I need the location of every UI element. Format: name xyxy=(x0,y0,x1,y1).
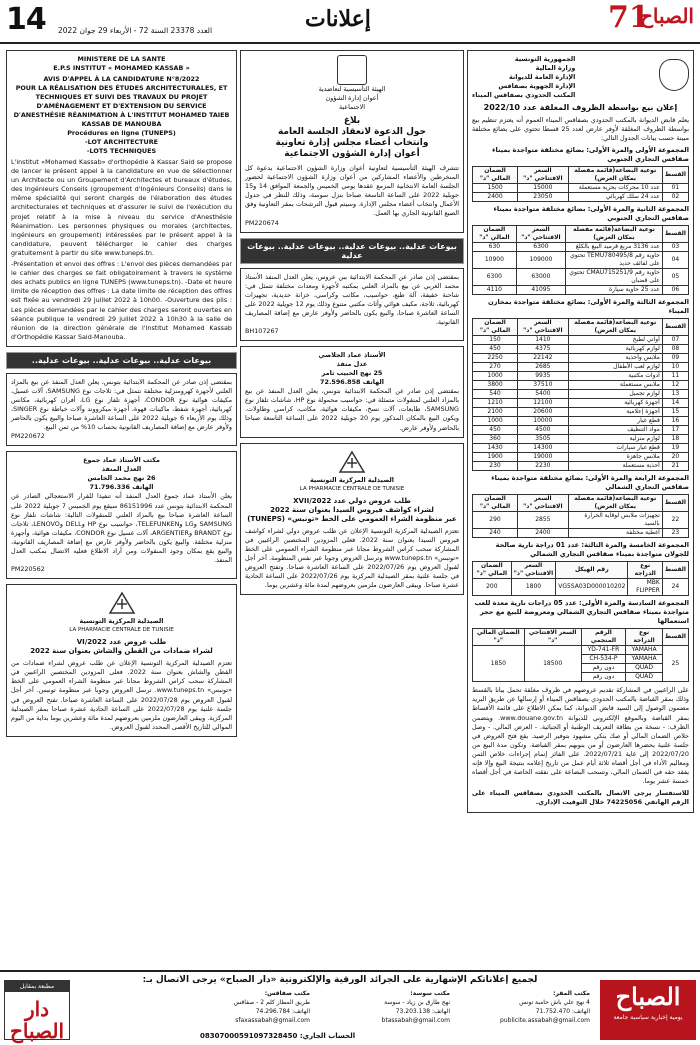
table-cell: أحذية مستعملة xyxy=(568,462,662,471)
table-cell: 22 xyxy=(662,512,688,529)
table-cell: 3800 xyxy=(473,381,518,390)
table-cell: 03 xyxy=(662,243,688,252)
table-cell: 450 xyxy=(473,426,518,435)
table-row xyxy=(473,512,689,529)
table-cell: 13 xyxy=(662,390,688,399)
table-cell: 109000 xyxy=(516,252,565,269)
cooperative-logo-icon xyxy=(337,55,367,85)
table-row xyxy=(473,243,689,252)
column-header: الضمان المالي "د" xyxy=(473,226,517,243)
tender-vi-body: تعتزم الصيدلية المركزية التونسية الإعلان عن طلب عروض لشراء ضمادات من القطن والشاش بعنوان سنة 2022. فعلى المزودين المختصين الراغبين في المشاركة سحب كراس الشروط مجانا عبر منظومة الشراء العمومي على الخط «تونبس» www.tuneps.tn. ترسل العروض وجوبا عبر منظومة تونبس. آخر أجل لقبول العروض يوم 2022/07/28 على الساعة العاشرة صباحا. تفتح العروض في جلسة علنية يوم 2022/07/28 على الساعة الحادية عشرة صباحا بمقر الصيدلية المركزية. ويبقى العارضون ملزمين بعروضهم لمدة مائة وعشرين يوما بداية من اليوم الموالي للتاريخ الأقصى المحدد لقبول العروض. xyxy=(11,659,233,731)
right-column xyxy=(467,50,694,968)
table-cell: 10 xyxy=(662,363,688,372)
table-cell: 1410 xyxy=(518,336,569,345)
table-cell: 14300 xyxy=(518,444,569,453)
table-cell: 4500 xyxy=(518,426,569,435)
table-cell: 150 xyxy=(473,336,518,345)
table-cell: ملابس مستعملة xyxy=(568,381,662,390)
table-row xyxy=(473,193,689,202)
table-cell: QUAD xyxy=(626,664,663,673)
table-cell: مواد التنظيف xyxy=(568,426,662,435)
group4-table xyxy=(472,494,689,538)
tender-xvii-title: طلب عروض دولي عدد 2022/XVII لشراء كواشف فيروس السيدا بعنوان سنة 2022 عبر منظومة الشراء العمومي على الخط «تونبس» (TUNEPS) xyxy=(247,496,457,523)
table-cell: 450 xyxy=(473,345,518,354)
table-cell: 24 xyxy=(662,579,688,596)
table-cell: 11 xyxy=(662,372,688,381)
table-cell: 1900 xyxy=(473,453,518,462)
middle-column xyxy=(240,50,464,968)
table-cell: 3505 xyxy=(518,435,569,444)
column-header: السعر الافتتاحي "د" xyxy=(518,319,569,336)
table-cell: 08 xyxy=(662,345,688,354)
tender-vi-title: طلب عروض عدد 2022/VI لشراء ضمادات من القطن والشاش بعنوان سنة 2022 xyxy=(30,638,213,656)
group1-table xyxy=(472,166,689,202)
table-cell: ملابس جاهزة xyxy=(568,453,662,462)
court-sale-3-ref: PM220672 xyxy=(11,432,45,441)
table-cell: 01 xyxy=(662,184,688,193)
table-header-row xyxy=(473,495,689,512)
table-cell: عدد 3136 مربع قرميد البيع بالكلغ xyxy=(566,243,663,252)
tender-xvii-body: تعتزم الصيدلية المركزية التونسية الإعلان عن طلب عروض دولي لشراء كواشف فيروس السيدا بعنوان سنة 2022. فعلى المزودين المختصين الراغبين في المشاركة سحب كراس الشروط مجانا عبر منظومة الشراء العمومي على الخط «تونبس» www.tuneps.tn وترسل العروض وجوبا عبر نفس المنظومة. آخر أجل لقبول العروض يوم 2022/07/26 على الساعة العاشرة صباحا. وتفتح العروض في جلسة علنية بمقر الصيدلية المركزية يوم 2022/07/26 على الساعة الحادية عشرة صباحا. ويبقى العارضون ملزمين بعروضهم لمدة مائة وعشرين يوما. xyxy=(245,526,460,590)
table-cell: 41095 xyxy=(516,286,565,295)
table-row xyxy=(473,426,689,435)
table-row xyxy=(473,462,689,471)
group5-title: المجموعة الخامسة والمرة الثالثة: عدد 01 دراجة نارية صالحة للجولان متواجدة بميناء صفاقس التجاري الشمالي xyxy=(495,541,689,559)
table-row xyxy=(473,336,689,345)
pharmacy-logo-icon xyxy=(11,591,232,615)
column-header: الضمان المالي "د" xyxy=(473,319,518,336)
table-cell: CH-534-P xyxy=(581,655,626,664)
table-row xyxy=(473,417,689,426)
table-cell: 23 xyxy=(662,529,688,538)
table-cell: VG5SA03D000010202 xyxy=(556,579,628,596)
column-header: نوعية البضاعة(قائمة مفصلة بمكان العرض) xyxy=(566,226,663,243)
table-cell: 360 xyxy=(473,435,518,444)
column-header: القسط xyxy=(662,562,688,579)
logo-number: 71 xyxy=(608,0,650,35)
table-cell: 1000 xyxy=(473,417,518,426)
table-cell: 4110 xyxy=(473,286,517,295)
logo-name: الصباح xyxy=(639,4,694,28)
pharmacy-logo-icon xyxy=(245,450,459,474)
column-header: الضمان المالي "د" xyxy=(473,562,512,579)
table-cell: 04 xyxy=(662,252,688,269)
table-cell: 1800 xyxy=(511,579,556,596)
column-header: نوعية البضاعة(قائمة مفصلة بمكان العرض) xyxy=(568,495,662,512)
table-cell: MBK FLIPPER xyxy=(628,579,662,596)
pharmacy-tender-vi xyxy=(6,584,237,737)
table-cell: 22142 xyxy=(518,354,569,363)
table-cell: 14 xyxy=(662,399,688,408)
court-sale-2 xyxy=(240,346,464,437)
table-cell: YAMAHA xyxy=(626,646,663,655)
court-sale-1-ref: BH107267 xyxy=(245,327,279,336)
kassab-body-2: -Présentation et envoi des offres : L'envoi des pièces demandées par le cahier des charges se fait obligatoirement à travers le système des achats publics en ligne TUNEPS (www.tuneps.tn). -Date et heure limite de réception des offres : La date limite de réception des offres est fixée au vendredi 29 juillet 2022 à 10h00. -Ouverture des plis : Les pièces demandées par le cahier des charges seront ouvertes en séance publique le vendredi 29 juillet 2022 à 10h30 à la salle de réunion de la direction générale de l'Institut Mohamed Kassab d'Orthopédie Kassar Said-Manouba. xyxy=(11,260,232,341)
court-sale-2-body: بمقتضى إذن صادر عن المحكمة الابتدائية بتونس، يعلن العدل المنفذ عن بيع بالمزاد العلني لمنقولات متمثلة في: حواسيب محمولة نوع HP، شاشات تلفاز نوع SAMSUNG، طابعات، آلات نسخ، مكيفات هوائية، مكاتب، كراسي وطاولات. ويكون البيع بالمكان المذكور يوم 20 جويلية 2022 على الساعة التاسعة صباحا بالحاضر ولأوفر عارض. xyxy=(245,387,459,432)
table-row xyxy=(473,345,689,354)
section-title: إعلانات xyxy=(305,6,371,32)
customs-org: الجمهورية التونسية وزارة المالية الإدارة العامة للديوانة الإدارة الجهوية بصفاقس المكتب الحدودي بصفاقس الميناء xyxy=(472,55,576,99)
table-cell: 2400 xyxy=(473,193,518,202)
cooperative-body: تتشرف الهيئة التأسيسية لتعاونية أعوان وزارة الشؤون الاجتماعية بدعوة كل المنخرطين والأعضاء المشاركين من أعوان وزارة الشؤون الاجتماعية لحضور الجلسة العامة الانتخابية المزمع عقدها يومي الخميس والجمعة الموافق 14 و15 جويلية 2022 على الساعة التاسعة صباحا بنزل سوسة، وذلك للنظر في جدول الأعمال وانتخاب أعضاء مجلس الإدارة. وسيتم قبول الترشحات بمقر التعاونية وفق الصيغ القانونية الجاري بها العمل. xyxy=(245,164,460,218)
table-row xyxy=(473,286,689,295)
table-cell: دون رقم xyxy=(581,664,626,673)
table-cell: 07 xyxy=(662,336,688,345)
group3-title: المجموعة الثالثة والمرة الأولى: بضائع مختلفة متواجدة بمخازن الميناء xyxy=(488,298,689,316)
republic-emblem-icon xyxy=(659,59,689,91)
table-cell: QUAD xyxy=(626,673,663,682)
table-cell: تجهيزات ملابس لوقاية الحرارة بالسيد xyxy=(568,512,662,529)
table-row xyxy=(473,435,689,444)
footer-headline: لجميع إعلاناتكم الإشهارية على الجرائد الورقية والإلكترونية «دار الصباح» يرجى الاتصال بـ: xyxy=(142,975,538,985)
table-cell: أواني لطبخ xyxy=(568,336,662,345)
table-cell: أغطية مختلفة xyxy=(568,529,662,538)
table-cell: 6300 xyxy=(473,269,517,286)
group2-title: المجموعة الثانية والمرة الأولى: بضائع مختلفة متواجدة بميناء صفاقس التجاري الجنوبي xyxy=(493,205,689,223)
table-cell: 1430 xyxy=(473,444,518,453)
table-cell: ملابس وأحذية xyxy=(568,354,662,363)
table-cell: دون رقم xyxy=(581,673,626,682)
table-cell: 63000 xyxy=(516,269,565,286)
table-cell: عدد 25 حاوية سيارة xyxy=(566,286,663,295)
table-header-row xyxy=(473,167,689,184)
kassab-header: MINISTERE DE LA SANTE E.P.S INSTITUT « MOHAMED KASSAB » xyxy=(53,55,190,72)
table-cell: 12 xyxy=(662,381,688,390)
column-header: القسط xyxy=(662,495,688,512)
column-header: نوعية البضاعة(قائمة مفصلة بمكان العرض) xyxy=(568,319,662,336)
table-cell: YAMAHA xyxy=(626,655,663,664)
table-cell: 21 xyxy=(662,462,688,471)
group3-table xyxy=(472,318,689,471)
table-cell: 25 xyxy=(662,646,688,682)
table-cell: قطع غيار xyxy=(568,417,662,426)
group5-table xyxy=(472,561,689,596)
cooperative-ref: PM220674 xyxy=(245,218,279,227)
page-number: 14 xyxy=(6,2,46,37)
table-cell: YD-741-FR xyxy=(581,646,626,655)
table-cell: 17 xyxy=(662,426,688,435)
table-row xyxy=(473,390,689,399)
table-cell: لوازم كهربائية xyxy=(568,345,662,354)
pharmacy-name: الصيدلية المركزية التونسية xyxy=(79,617,164,626)
table-cell: 6300 xyxy=(516,243,565,252)
table-cell: 15 xyxy=(662,408,688,417)
table-cell: 2400 xyxy=(518,529,569,538)
table-cell: 2230 xyxy=(518,462,569,471)
court-sale-4-ref: PM220562 xyxy=(11,565,45,574)
table-cell: 20 xyxy=(662,453,688,462)
table-row xyxy=(473,381,689,390)
column-header: الضمان المالي "د" xyxy=(473,495,518,512)
kassab-title: AVIS D'APPEL À LA CANDIDATURE N°8/2022 POUR LA RÉALISATION DES ÉTUDES ARCHITECTURALES, ET TECHNIQUES ET SUIVI DES TRAVAUX DU PROJET D'AMÉNAGEMENT ET D'EXTENSION DU SERVICE D'ANESTHÉSIE RÉANIMATION À L'INSTITUT MOHAMED TAIEB KASSAB DE MANOUBA Procédures en ligne (TUNEPS) -LOT ARCHITECTURE -LOTS TECHNIQUES xyxy=(13,75,230,155)
table-cell: لوازم منزلية xyxy=(568,435,662,444)
table-row xyxy=(473,453,689,462)
table-cell: 1500 xyxy=(473,184,518,193)
table-cell: عدد 24 سلك كهربائي xyxy=(568,193,662,202)
kassab-tender xyxy=(6,50,237,347)
table-header-row xyxy=(473,226,689,243)
footer-brand xyxy=(600,980,696,1040)
court-sale-4-header: مكتب الأستاذ عماد جموع العدل المنفذ 26 نهج محمد الخامس الهاتف 71.796.336 xyxy=(83,456,160,492)
table-cell: 10000 xyxy=(518,417,569,426)
table-header-row xyxy=(473,319,689,336)
table-row xyxy=(473,444,689,453)
table-cell: 1210 xyxy=(473,399,518,408)
table-cell: لوازم لعب الأطفال xyxy=(568,363,662,372)
column-header: نوع الدراجة xyxy=(628,562,662,579)
table-cell: 2250 xyxy=(473,354,518,363)
court-sale-2-header: الأستاذ عماد الجلاصي عدل منفذ 25 نهج الحبيب ثامر الهاتف 72.596.858 xyxy=(318,351,386,387)
table-row xyxy=(473,579,689,596)
column-header: نوعية البضاعة(قائمة مفصلة بمكان العرض) xyxy=(568,167,662,184)
table-cell: 12100 xyxy=(518,399,569,408)
court-sale-3-body: بمقتضى إذن صادر عن المحكمة الابتدائية بتونس، يعلن العدل المنفذ عن بيع بالمزاد العلني لأجهزة كهرومنزلية مختلفة تتمثل في: ثلاجات نوع SAMSUNG، آلات غسيل، مكيفات هوائية نوع CONDOR، أجهزة تلفاز نوع LG، أفران كهربائية، مكانس كهربائية، أجهزة شفط، ماكينات قهوة، أجهزة ميكرووند وآلات خياطة نوع SINGER، وذلك يوم الأربعاء 6 جويلية 2022 على الساعة العاشرة صباحا والبيع يكون بالحاضر ولأوفر عارض مع إضافة المصاريف القانونية بحساب 10% من ثمن البيع. xyxy=(11,377,232,432)
table-row xyxy=(473,354,689,363)
group4-title: المجموعة الرابعة والمرة الأولى: بضائع مختلفة متواجدة بميناء صفاقس التجاري الشمالي xyxy=(491,474,689,492)
cooperative-notice xyxy=(240,50,464,233)
page-header xyxy=(0,0,700,44)
table-cell: 2685 xyxy=(518,363,569,372)
table-cell: 270 xyxy=(473,363,518,372)
court-sale-4-body: يعلن الأستاذ عماد جموع العدل المنفذ أنه تنفيذا للقرار الاستعجالي الصادر عن المحكمة الابتدائية بتونس عدد 86151996 سيقع يوم الخميس 7 جويلية 2022 على الساعة العاشرة صباحا بيع بالمزاد العلني للمنقولات التالية: شاشات تلفاز نوع SAMSUNG وLG وTELEFUNKEN، حواسيب نوع HP وDELL وLENOVO، ثلاجات نوع BRANDT وARGENTIER، آلات غسيل نوع CONDOR، مكيفات هوائية، وأجهزة منزلية مختلفة. والبيع يكون بالحاضر ولأوفر عارض مع إضافة المصاريف القانونية، والبيع يقع بمكان وجود المنقولات ومن أراد الاطلاع فعليه الاتصال بمكتب العدل المنفذ. xyxy=(11,492,232,565)
court-sale-1 xyxy=(240,268,464,342)
table-row xyxy=(473,408,689,417)
table-row xyxy=(473,529,689,538)
column-header: نوع الدراجة xyxy=(626,629,663,646)
column-header: الضمان المالي "د" xyxy=(473,167,518,184)
customs-sale-notice xyxy=(467,50,694,813)
table-cell: 630 xyxy=(473,243,517,252)
table-cell: 23050 xyxy=(518,193,569,202)
table-cell: 09 xyxy=(662,354,688,363)
pharmacy-tender-xvii xyxy=(240,443,464,596)
table-cell: 230 xyxy=(473,462,518,471)
table-cell: 5400 xyxy=(518,390,569,399)
table-cell: 16 xyxy=(662,417,688,426)
email-link[interactable]: sfaxassabah@gmail.com xyxy=(235,1017,310,1024)
table-cell: 19 xyxy=(662,444,688,453)
column-header: القسط xyxy=(662,226,688,243)
footer-contact-1: مكتب المقر: 4 نهج علي باش حامبة تونس الهاتف: 71.752.470 publicite.assabah@gmail.com xyxy=(460,989,590,1025)
pharmacy-name-fr: LA PHARMACIE CENTRALE DE TUNISIE xyxy=(69,627,174,634)
table-cell: 290 xyxy=(473,512,518,529)
group6-title: المجموعة السادسة والمرة الأولى: عدد 05 دراجات نارية معدة للعب متواجدة بميناء صفاقس التجاري الشمالي ومعروضة للبيع مع حجر استعمالها xyxy=(474,599,689,626)
sale-conditions: على الراغبين في المشاركة تقديم عروضهم في ظروف مغلقة تحمل بيانا بالقسط وذلك بمقر القباضة بالمكتب الحدودي بصفاقس الميناء أو إرسالها عن طريق البريد مضمون الوصول إلى السيد قابض الديوانة، كما يمكن الاطلاع على قائمة الأقساط بمقر القباضة وبالموقع الإلكتروني للديوانة www.douane.gov.tn. ويتضمن الظرف: - نسخة من بطاقة التعريف الوطنية أو الجبائية. - العرض المالي. - وصل خلاص الضمان المالي أو صك بنكي مشهود بتوفير الرصيد. يقع فتح العروض في جلسة علنية يحضرها العارضون أو من ينوبهم بمقر القباضة. وتكون مدة البيع من 2022/07/20 إلى غاية 2022/07/21. على الفائز إتمام إجراءات خلاص الثمن ومعاليم الأداء في أجل أقصاه ثلاثة أيام عمل من تاريخ إعلامه بنتيجة البيع وإلا فإنه يفقد حقه في الضمان المالي، وتسحب البضاعة على نفقته الخاصة في أجل أقصاه خمسة عشر يوما. xyxy=(472,686,689,786)
table-row xyxy=(473,269,689,286)
table-row xyxy=(473,372,689,381)
table-cell: 200 xyxy=(473,579,512,596)
column-header: الرقم المنجمي xyxy=(581,629,626,646)
table-row xyxy=(473,399,689,408)
table-cell: قطع غيار سيارات xyxy=(568,444,662,453)
column-header: القسط xyxy=(662,319,688,336)
court-sale-3 xyxy=(6,373,237,447)
column-header: السعر الافتتاحي "د" xyxy=(518,167,569,184)
table-header-row xyxy=(473,562,689,579)
table-row xyxy=(473,184,689,193)
column-header: الضمان المالي "د" xyxy=(473,629,525,646)
table-cell: 1000 xyxy=(473,372,518,381)
table-cell: 240 xyxy=(473,529,518,538)
table-row xyxy=(473,252,689,269)
table-cell: 1850 xyxy=(473,646,525,682)
table-cell: 18500 xyxy=(524,646,581,682)
footer-brand-2: مطبعة بمقابل دار الصباح xyxy=(4,980,70,1040)
column-header: السعر الافتتاحي "د" xyxy=(524,629,581,646)
kassab-body: L'institut «Mohamed Kassab» d'orthopédie à Kassar Said se propose de lancer le présent appel à la candidature en vue de sélectionner un Architecte ou un Groupement d'Architectes et bureaux d'études, des Ingénieurs Conseils (groupement d'Ingénieurs Conseils) dans le même spécialité qui seront chargés de l'élaboration des études architecturales et techniques et d'assurer le suivi de l'exécution du projet relatif à la mise à niveau du service d'Anesthésie Réanimation. Les personnes physiques ou morales (architectes, ingénieurs en groupement) intéressées par le présent appel à la candidature, peuvent télécharger le cahier des charges gratuitement à partir du site www.tuneps.tn. xyxy=(11,158,232,257)
cooperative-agency: الهيئة التأسيسية لتعاضدية أعوان إدارة الشؤون الاجتماعية xyxy=(318,85,386,111)
column-header: القسط xyxy=(662,629,688,646)
cooperative-title: بلاغ حول الدعوة لانعقاد الجلسة العامة وانتخاب أعضاء مجلس إدارة تعاونية أعوان إدارة الشؤون الاجتماعية xyxy=(275,116,429,159)
group2-table xyxy=(472,225,689,295)
table-cell: حاوية رقم CMAU715251/9 تحتوي على قضبان xyxy=(566,269,663,286)
table-cell: أجهزة إعلامية xyxy=(568,408,662,417)
table-cell: 15000 xyxy=(518,184,569,193)
column-header: القسط xyxy=(662,167,688,184)
left-column xyxy=(6,50,237,968)
table-cell: 05 xyxy=(662,269,688,286)
table-cell: 2855 xyxy=(518,512,569,529)
table-cell: 19000 xyxy=(518,453,569,462)
column-header: السعر الافتتاحي "د" xyxy=(516,226,565,243)
table-cell: 18 xyxy=(662,435,688,444)
table-cell: 9935 xyxy=(518,372,569,381)
footer-brand-name: الصباح xyxy=(615,982,681,1011)
column-header: رقم الهيكل xyxy=(556,562,628,579)
issue-date: العدد 23378 السنة 72 - الأربعاء 29 جوان 2022 xyxy=(58,26,213,35)
group6-table xyxy=(472,628,689,682)
group1-title: المجموعة الأولى والمرة الأولى: بضائع مختلفة متواجدة بميناء صفاقس التجاري الجنوبي xyxy=(492,146,689,164)
footer-contact-2: مكتب سوسة: نهج طارق بن زياد - سوسة الهاتف: 73.203.138 btassabah@gmail.com xyxy=(320,989,450,1025)
court-sale-1-body: بمقتضى إذن صادر عن المحكمة الابتدائية ببن عروس، يعلن العدل المنفذ الأستاذ محمد الغربي عن بيع بالمزاد العلني بمكتبه لأجهزة ومعدات مختلفة تتمثل في: شاحنة خفيفة، آلة طبع، حواسيب، مكاتب وكراسي، خزانة حديدية، تجهيزات كهربائية، ثلاجة، مكيف هوائي وأثاث مكتبي متنوع وذلك يوم 12 جويلية 2022 على الساعة العاشرة صباحا، والبيع يكون بالحاضر ولأوفر عارض مع إضافة المصاريف القانونية. xyxy=(245,272,459,327)
table-row xyxy=(473,363,689,372)
table-cell: 37510 xyxy=(518,381,569,390)
table-cell: أدوات مكتبية xyxy=(568,372,662,381)
table-header-row xyxy=(473,629,689,646)
pharmacy-name: الصيدلية المركزية التونسية xyxy=(310,475,394,484)
customs-title: إعلان بيع بواسطة الظروف المغلقة عدد 2022/10 xyxy=(483,103,678,112)
newspaper-logo xyxy=(608,2,694,40)
court-sale-4 xyxy=(6,451,237,579)
table-cell: حاوية رقم TEMU780495/8 تحتوي على لفائف حديد xyxy=(566,252,663,269)
table-cell: 10900 xyxy=(473,252,517,269)
column-header: السعر الافتتاحي "د" xyxy=(518,495,569,512)
table-cell: 4375 xyxy=(518,345,569,354)
sale-contact: للاستفسار يرجى الاتصال بالمكتب الحدودي بصفاقس الميناء على الرقم الهاتفي 74225056 خلال التوقيت الإداري. xyxy=(472,789,689,807)
footer-rib: الحساب الجاري: 08307000591097328450 xyxy=(200,1032,356,1040)
table-cell: لوازم تجميل xyxy=(568,390,662,399)
customs-intro: يعلم قابض الديوانة بالمكتب الحدودي بصفاقس الميناء العموم أنه يعتزم تنظيم بيع بواسطة الظروف المغلقة لأوفر عارض لعدد 25 قسطا تحتوي على بضائع مختلفة مبينة حسب بيانات الجدول التالي: xyxy=(472,116,689,143)
table-cell: 540 xyxy=(473,390,518,399)
table-cell: عدد 10 محركات بحرية مستعملة xyxy=(568,184,662,193)
email-link[interactable]: publicite.assabah@gmail.com xyxy=(500,1017,590,1024)
table-cell: 2100 xyxy=(473,408,518,417)
footer-brand-sub: يومية إخبارية سياسية جامعة xyxy=(613,1014,683,1021)
table-cell: 20600 xyxy=(518,408,569,417)
column-header: السعر الافتتاحي "د" xyxy=(511,562,556,579)
left-court-banner: بيوعات عدلية.. بيوعات عدلية.. بيوعات عدلية.. xyxy=(6,352,237,369)
table-row xyxy=(473,646,689,655)
table-cell: 06 xyxy=(662,286,688,295)
pharmacy-name-fr: LA PHARMACIE CENTRALE DE TUNISIE xyxy=(299,485,405,492)
footer-contact-3: مكتب صفاقس: طريق المطار كلم 2 - صفاقس الهاتف: 74.296.784 sfaxassabah@gmail.com xyxy=(180,989,310,1025)
table-cell: أجهزة كهربائية xyxy=(568,399,662,408)
page-footer xyxy=(0,970,700,1045)
table-cell: 02 xyxy=(662,193,688,202)
court-sales-banner: بيوعات عدلية.. بيوعات عدلية.. بيوعات عدلية.. بيوعات عدلية xyxy=(240,238,464,264)
email-link[interactable]: btassabah@gmail.com xyxy=(381,1017,450,1024)
